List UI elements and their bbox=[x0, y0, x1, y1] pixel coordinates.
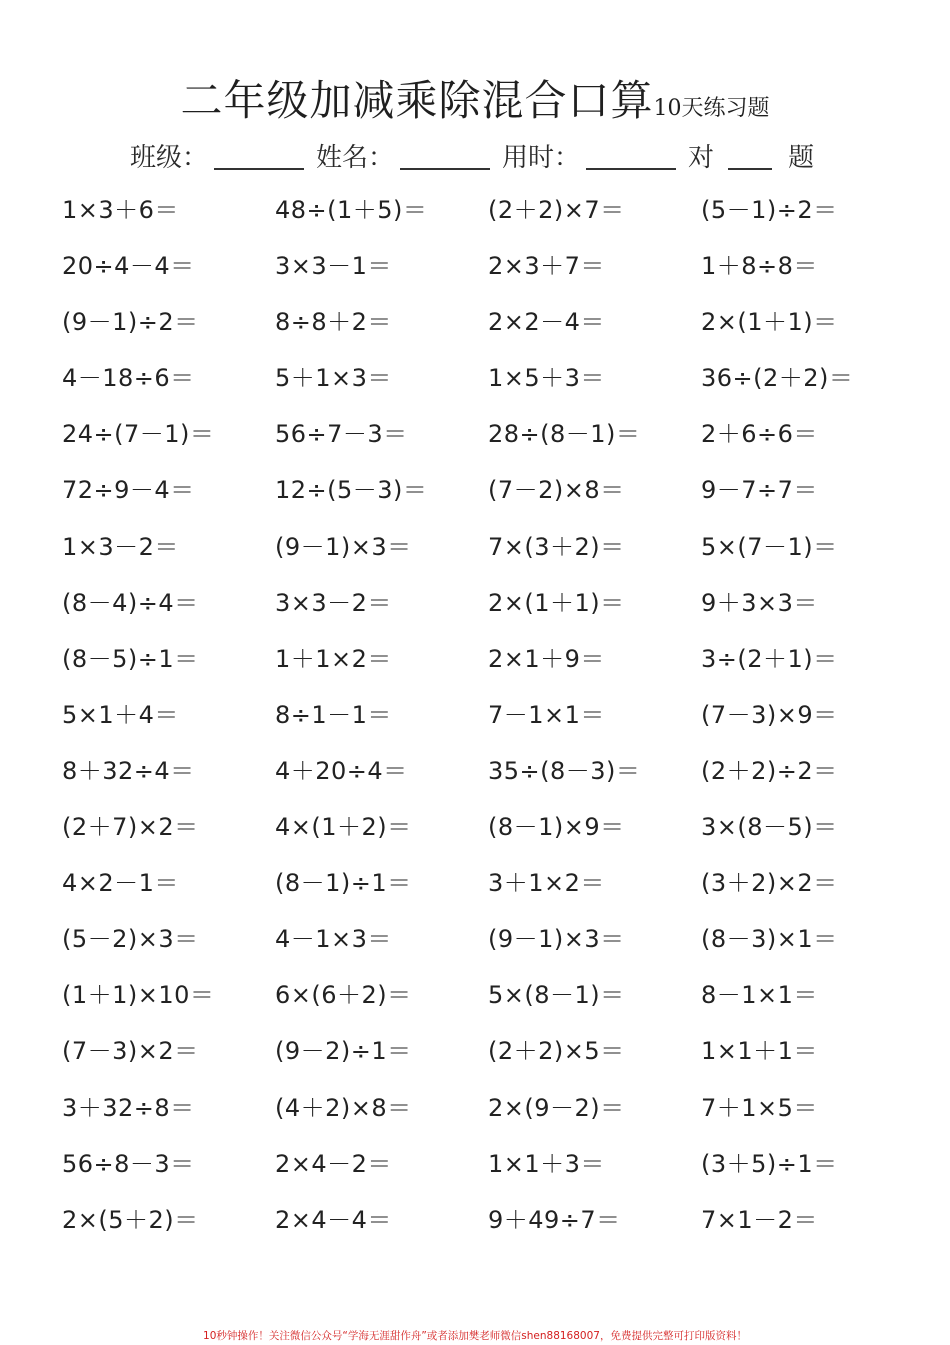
problem-item: 24÷(7－1)＝ bbox=[62, 420, 215, 449]
problem-item: 36÷(2＋2)＝ bbox=[701, 364, 854, 393]
problem-item: 3×3－2＝ bbox=[275, 588, 392, 617]
class-label: 班级： bbox=[130, 143, 209, 173]
problem-item: 6×(6＋2)＝ bbox=[275, 981, 412, 1010]
problem-item: 7×(3＋2)＝ bbox=[488, 532, 625, 561]
problem-item: (2＋2)÷2＝ bbox=[701, 756, 838, 785]
problem-item: 1×3＋6＝ bbox=[62, 196, 179, 224]
problem-item: 8÷8＋2＝ bbox=[275, 308, 392, 337]
problem-item: 1×1＋3＝ bbox=[488, 1149, 605, 1178]
problem-item: 5×1＋4＝ bbox=[62, 700, 179, 729]
problem-item: 48÷(1＋5)＝ bbox=[275, 196, 428, 224]
problem-item: 5×(7－1)＝ bbox=[701, 532, 838, 561]
problem-item: (2＋2)×7＝ bbox=[488, 196, 625, 224]
problem-item: 28÷(8－1)＝ bbox=[488, 420, 641, 449]
problem-item: 4－1×3＝ bbox=[275, 925, 392, 954]
problem-item: 35÷(8－3)＝ bbox=[488, 756, 641, 785]
problem-item: (8－5)÷1＝ bbox=[62, 644, 199, 673]
problem-item: (4＋2)×8＝ bbox=[275, 1093, 412, 1122]
problem-item: 8÷1－1＝ bbox=[275, 700, 392, 729]
problem-item: 1＋1×2＝ bbox=[275, 644, 392, 673]
problem-item: (8－1)÷1＝ bbox=[275, 869, 412, 898]
problem-item: (7－3)×9＝ bbox=[701, 700, 838, 729]
problem-item: (9－1)×3＝ bbox=[275, 532, 412, 561]
problem-item: (5－2)×3＝ bbox=[62, 925, 199, 954]
problem-item: (9－1)×3＝ bbox=[488, 925, 625, 954]
footer-notice: 10秒钟操作！关注微信公众号“学海无涯甜作舟”或者添加樊老师微信shen88168007，免费提供完整可打印版资料！ bbox=[203, 1330, 747, 1342]
problem-item: 1×1＋1＝ bbox=[701, 1037, 818, 1066]
problem-item: 2＋6÷6＝ bbox=[701, 420, 818, 449]
problem-item: 1×5＋3＝ bbox=[488, 364, 605, 393]
problem-item: 4＋20÷4＝ bbox=[275, 756, 408, 785]
problem-item: (2＋7)×2＝ bbox=[62, 813, 199, 842]
problem-item: 20÷4－4＝ bbox=[62, 252, 195, 281]
student-info-row bbox=[130, 134, 814, 174]
problem-item: 1＋8÷8＝ bbox=[701, 252, 818, 281]
problem-item: 2×(1＋1)＝ bbox=[488, 588, 625, 617]
name-blank[interactable] bbox=[400, 144, 490, 170]
problem-item: (2＋2)×5＝ bbox=[488, 1037, 625, 1066]
problem-item: 3×(8－5)＝ bbox=[701, 813, 838, 842]
problem-item: 2×4－4＝ bbox=[275, 1205, 392, 1234]
problem-item: 3＋1×2＝ bbox=[488, 869, 605, 898]
problem-item: (8－4)÷4＝ bbox=[62, 588, 199, 617]
problem-item: (9－1)÷2＝ bbox=[62, 308, 199, 337]
problem-item: (3＋5)÷1＝ bbox=[701, 1149, 838, 1178]
problem-item: 56÷7－3＝ bbox=[275, 420, 408, 449]
name-label: 姓名： bbox=[316, 143, 395, 173]
problem-item: (3＋2)×2＝ bbox=[701, 869, 838, 898]
problem-item: 56÷8－3＝ bbox=[62, 1149, 195, 1178]
problem-item: (8－3)×1＝ bbox=[701, 925, 838, 954]
problem-item: 2×(1＋1)＝ bbox=[701, 308, 838, 337]
problem-item: (7－3)×2＝ bbox=[62, 1037, 199, 1066]
problem-item: 8＋32÷4＝ bbox=[62, 756, 195, 785]
page-title bbox=[0, 68, 950, 128]
problem-item: 8－1×1＝ bbox=[701, 981, 818, 1010]
problem-item: 5＋1×3＝ bbox=[275, 364, 392, 393]
problem-item: (8－1)×9＝ bbox=[488, 813, 625, 842]
questions-label: 题 bbox=[788, 143, 815, 173]
problem-grid bbox=[62, 188, 922, 1254]
problem-item: 7＋1×5＝ bbox=[701, 1093, 818, 1122]
problem-item: 4×2－1＝ bbox=[62, 869, 179, 898]
problem-item: (7－2)×8＝ bbox=[488, 476, 625, 505]
title-subtitle: 10天练习题 bbox=[653, 96, 770, 121]
problem-item: 2×1＋9＝ bbox=[488, 644, 605, 673]
problem-item: (1＋1)×10＝ bbox=[62, 981, 215, 1010]
problem-item: (5－1)÷2＝ bbox=[701, 196, 838, 224]
problem-item: 2×(9－2)＝ bbox=[488, 1093, 625, 1122]
correct-label: 对 bbox=[688, 143, 715, 173]
problem-item: 3×3－1＝ bbox=[275, 252, 392, 281]
problem-item: 9＋49÷7＝ bbox=[488, 1205, 621, 1234]
problem-item: 5×(8－1)＝ bbox=[488, 981, 625, 1010]
problem-item: 72÷9－4＝ bbox=[62, 476, 195, 505]
problem-item: 9－7÷7＝ bbox=[701, 476, 818, 505]
problem-item: 1×3－2＝ bbox=[62, 532, 179, 561]
problem-item: (9－2)÷1＝ bbox=[275, 1037, 412, 1066]
problem-item: 2×(5＋2)＝ bbox=[62, 1205, 199, 1234]
correct-count-blank[interactable] bbox=[728, 144, 772, 170]
problem-item: 2×2－4＝ bbox=[488, 308, 605, 337]
time-blank[interactable] bbox=[586, 144, 676, 170]
problem-item: 2×4－2＝ bbox=[275, 1149, 392, 1178]
problem-item: 4×(1＋2)＝ bbox=[275, 813, 412, 842]
problem-item: 4－18÷6＝ bbox=[62, 364, 195, 393]
problem-item: 7－1×1＝ bbox=[488, 700, 605, 729]
time-label: 用时： bbox=[502, 143, 581, 173]
problem-item: 9＋3×3＝ bbox=[701, 588, 818, 617]
problem-item: 3÷(2＋1)＝ bbox=[701, 644, 838, 673]
problem-item: 3＋32÷8＝ bbox=[62, 1093, 195, 1122]
problem-item: 7×1－2＝ bbox=[701, 1205, 818, 1234]
class-blank[interactable] bbox=[214, 144, 304, 170]
problem-item: 2×3＋7＝ bbox=[488, 252, 605, 281]
problem-item: 12÷(5－3)＝ bbox=[275, 476, 428, 505]
title-main: 二年级加减乘除混合口算 bbox=[180, 76, 654, 125]
